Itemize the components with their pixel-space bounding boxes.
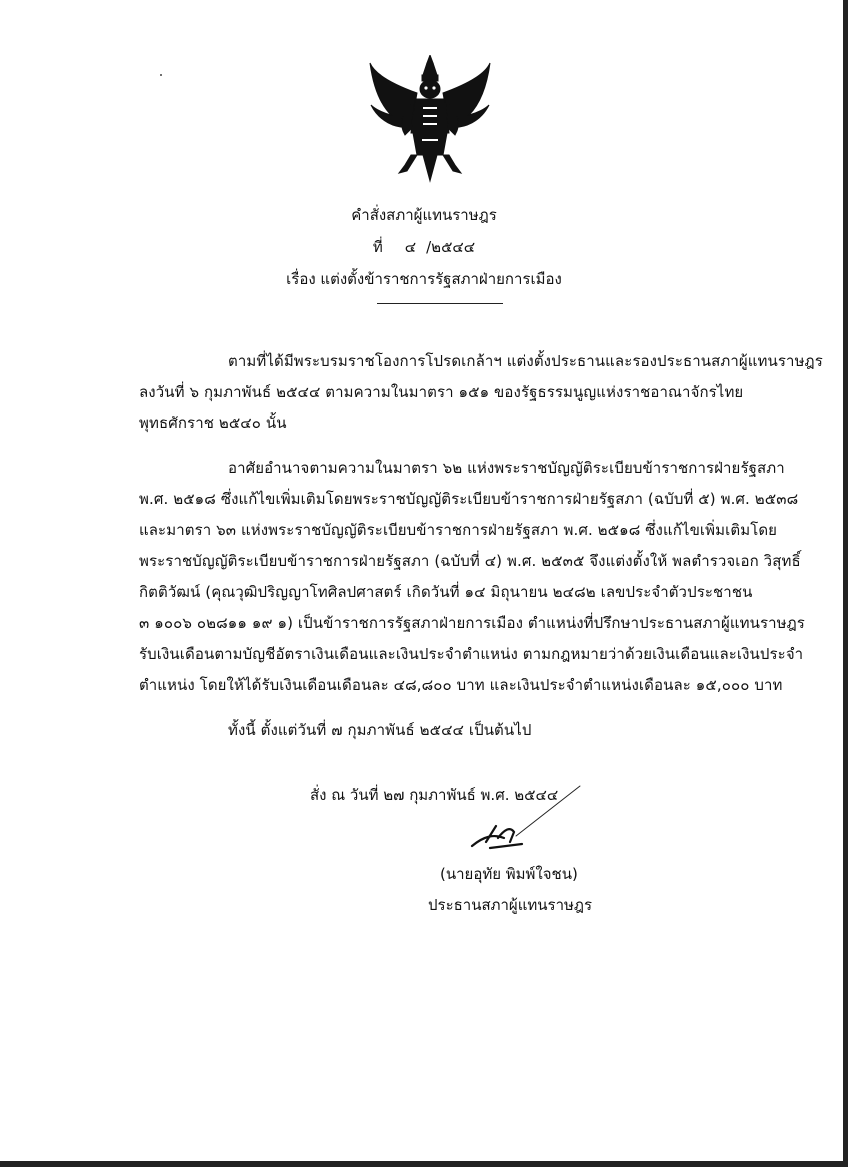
scan-edge-right: [843, 0, 848, 1167]
paragraph-2-line-5: กิตติวัฒน์ (คุณวุฒิปริญญาโทศิลปศาสตร์ เกิดวันที่ ๑๔ มิถุนายน ๒๔๘๒ เลขประจำตัวประชาชน: [139, 583, 753, 601]
order-subject: เรื่อง แต่งตั้งข้าราชการรัฐสภาฝ่ายการเมือง: [286, 270, 562, 288]
order-number-label: ที่: [372, 238, 383, 256]
paragraph-2-line-3: และมาตรา ๖๓ แห่งพระราชบัญญัติระเบียบข้าราชการฝ่ายรัฐสภา พ.ศ. ๒๕๑๘ ซึ่งแก้ไขเพิ่มเติมโดย: [139, 521, 778, 539]
paragraph-2-line-1: อาศัยอำนาจตามความในมาตรา ๖๒ แห่งพระราชบัญญัติระเบียบข้าราชการฝ่ายรัฐสภา: [228, 459, 785, 477]
paragraph-2-line-2: พ.ศ. ๒๕๑๘ ซึ่งแก้ไขเพิ่มเติมโดยพระราชบัญญัติระเบียบข้าราชการฝ่ายรัฐสภา (ฉบับที่ ๕) พ.ศ. ๒๕๓๘: [139, 490, 799, 508]
paragraph-2-line-6: ๓ ๑๐๐๖ ๐๒๘๑๑ ๑๙ ๑) เป็นข้าราชการรัฐสภาฝ่ายการเมือง ตำแหน่งที่ปรึกษาประธานสภาผู้แทนราษฎร: [139, 614, 805, 632]
order-issuer-heading: คำสั่งสภาผู้แทนราษฎร: [351, 206, 497, 224]
signature-date-line: สั่ง ณ วันที่ ๒๗ กุมภาพันธ์ พ.ศ. ๒๕๔๔: [310, 786, 559, 804]
paragraph-3: ทั้งนี้ ตั้งแต่วันที่ ๗ กุมภาพันธ์ ๒๕๔๔ เป็นต้นไป: [228, 721, 532, 739]
paragraph-2-line-8: ตำแหน่ง โดยให้ได้รับเงินเดือนเดือนละ ๔๘,๘๐๐ บาท และเงินประจำตำแหน่งเดือนละ ๑๕,๐๐๐ บาท: [139, 676, 783, 694]
order-number-line: [0, 235, 848, 259]
order-number-year: /๒๕๔๔: [426, 238, 476, 256]
paragraph-2-line-7: รับเงินเดือนตามบัญชีอัตราเงินเดือนและเงินประจำตำแหน่ง ตามกฎหมายว่าด้วยเงินเดือนและเงินประจำ: [139, 645, 804, 663]
paragraph-1-line-2: ลงวันที่ ๖ กุมภาพันธ์ ๒๕๔๔ ตามความในมาตรา ๑๕๑ ของรัฐธรรมนูญแห่งราชอาณาจักรไทย: [139, 383, 744, 401]
signatory-title: ประธานสภาผู้แทนราษฎร: [428, 896, 593, 914]
paragraph-1-line-3: พุทธศักราช ๒๕๔๐ นั้น: [139, 414, 287, 432]
handwritten-signature-icon: [450, 780, 590, 860]
scan-speck: [160, 74, 162, 76]
scan-edge-bottom: [0, 1161, 848, 1167]
heading-divider: [377, 303, 503, 304]
paragraph-2-line-4: พระราชบัญญัติระเบียบข้าราชการฝ่ายรัฐสภา (ฉบับที่ ๔) พ.ศ. ๒๕๓๕ จึงแต่งตั้งให้ พลตำรวจเอก วิสุทธิ์: [139, 552, 801, 570]
order-number-value: ๔: [404, 238, 417, 256]
signatory-name: (นายอุทัย พิมพ์ใจชน): [440, 865, 578, 883]
paragraph-1-line-1: ตามที่ได้มีพระบรมราชโองการโปรดเกล้าฯ แต่งตั้งประธานและรองประธานสภาผู้แทนราษฎร: [228, 352, 823, 370]
garuda-emblem-icon: [365, 55, 495, 185]
